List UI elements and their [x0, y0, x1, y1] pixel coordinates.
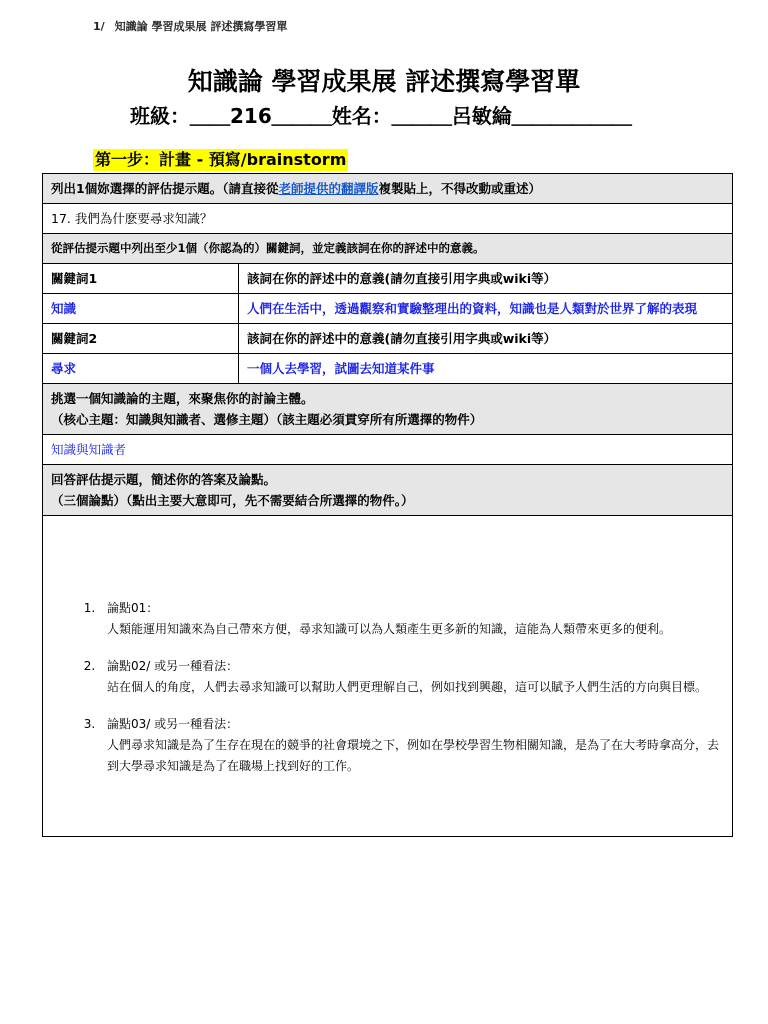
keyword1-meaning[interactable]: 人們在生活中，透過觀察和實驗整理出的資料，知識也是人類對於世界了解的表現 — [239, 294, 733, 324]
theme-instruction-cell — [43, 384, 733, 435]
keyword2-label: 關鍵詞2 — [43, 324, 239, 354]
keyword2-value[interactable]: 尋求 — [43, 354, 239, 384]
class-name-line: 班級：＿＿216＿＿＿姓名：＿＿＿呂敏綸＿＿＿＿＿＿ — [130, 104, 632, 128]
teacher-translation-link[interactable]: 老師提供的翻譯版 — [278, 181, 379, 196]
header-text: 知識論 學習成果展 評述撰寫學習單 — [114, 20, 288, 33]
keyword2-meaning-label: 該詞在你的評述中的意義(請勿直接引用字典或wiki等） — [239, 324, 733, 354]
prompt-label-text-end: 複製貼上，不得改動或重述） — [378, 181, 541, 196]
prompt-value-cell[interactable]: 17. 我們為什麽要尋求知識？ — [43, 204, 733, 234]
keyword1-label: 關鍵詞1 — [43, 264, 239, 294]
theme-value-row — [43, 435, 733, 465]
running-header — [93, 18, 287, 34]
arguments-list — [43, 598, 732, 777]
answer-instruction-line-1: 回答評估提示題，簡述你的答案及論點。 — [51, 472, 277, 487]
answer-row — [43, 516, 733, 837]
keyword2-header-row — [43, 324, 733, 354]
prompt-label-text: 列出1個妳選擇的評估提示題。（請直接從 — [51, 181, 279, 196]
keyword2-meaning[interactable]: 一個人去學習，試圖去知道某件事 — [239, 354, 733, 384]
step-heading: 第一步：計畫 - 預寫/brainstorm — [95, 150, 347, 169]
answer-instruction-cell — [43, 465, 733, 516]
page-number: 1/ — [93, 20, 105, 33]
keyword1-header-row — [43, 264, 733, 294]
theme-value[interactable]: 知識與知識者 — [43, 435, 733, 465]
argument-title: 論點03/ 或另一種看法： — [107, 717, 239, 731]
theme-instruction-line-1: 挑選一個知識論的主題，來聚焦你的討論主體。 — [51, 391, 314, 406]
keyword2-value-row — [43, 354, 733, 384]
keyword1-value-row — [43, 294, 733, 324]
keyword1-value[interactable]: 知識 — [43, 294, 239, 324]
page-title: 知識論 學習成果展 評述撰寫學習單 — [187, 67, 581, 96]
answer-instruction-row — [43, 465, 733, 516]
prompt-value-row — [43, 204, 733, 234]
answer-instruction-line-2: （三個論點）（點出主要大意即可，先不需要結合所選擇的物件。） — [51, 493, 414, 508]
argument-item — [99, 598, 732, 640]
argument-body: 站在個人的角度，人們去尋求知識可以幫助人們更理解自己，例如找到興趣，這可以賦予人們生活的方向與目標。 — [107, 680, 708, 694]
prompt-label-cell — [43, 174, 733, 204]
prompt-label-row — [43, 174, 733, 204]
keywords-instruction-cell: 從評估提示題中列出至少1個（你認為的）關鍵詞，並定義該詞在你的評述中的意義。 — [43, 234, 733, 264]
theme-instruction-row — [43, 384, 733, 435]
theme-instruction-line-2: （核心主題：知識與知識者、選修主題）（該主題必須貫穿所有所選擇的物件） — [51, 412, 483, 427]
argument-body: 人們尋求知識是為了生存在現在的競爭的社會環境之下，例如在學校學習生物相關知識，是為了在大考時拿高分，去到大學尋求知識是為了在職場上找到好的工作。 — [107, 738, 720, 773]
keyword1-meaning-label: 該詞在你的評述中的意義(請勿直接引用字典或wiki等） — [239, 264, 733, 294]
answer-cell[interactable] — [43, 516, 733, 837]
argument-body: 人類能運用知識來為自己帶來方便，尋求知識可以為人類產生更多新的知識，這能為人類帶來更多的便利。 — [107, 622, 672, 636]
keywords-instruction-row — [43, 234, 733, 264]
argument-item — [99, 714, 732, 777]
argument-title: 論點01： — [107, 601, 159, 615]
argument-title: 論點02/ 或另一種看法： — [107, 659, 239, 673]
worksheet-table — [42, 173, 733, 837]
argument-item — [99, 656, 732, 698]
